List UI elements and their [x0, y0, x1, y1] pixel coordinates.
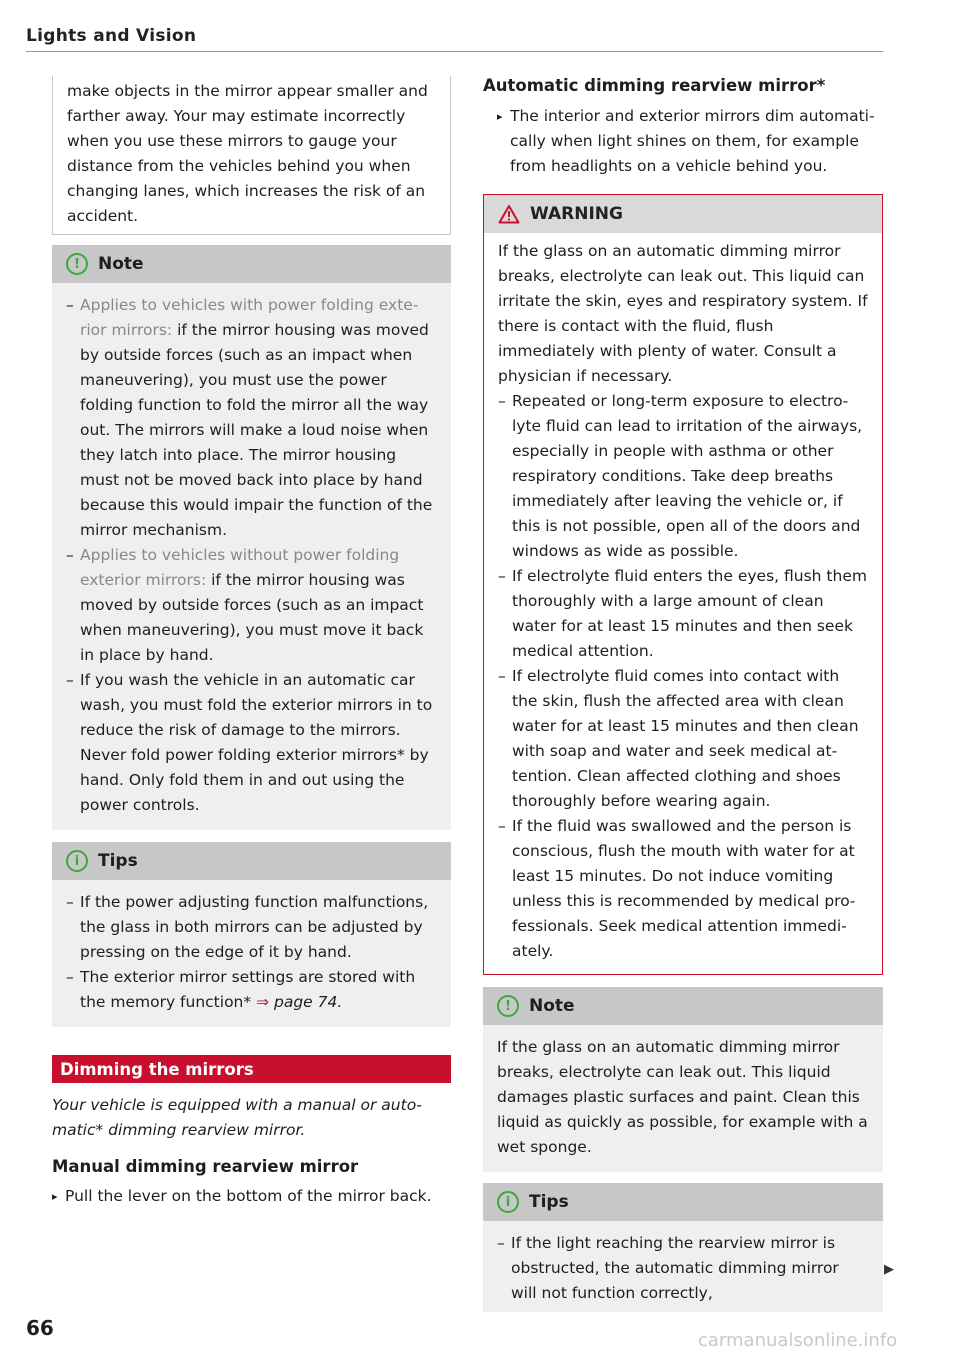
note-box: [52, 245, 451, 830]
note-item: [66, 293, 437, 543]
section-intro: Your vehicle is equipped with a manual or automatic* dimming rearview mirror.: [52, 1096, 422, 1139]
warning-triangle-icon: [498, 204, 520, 224]
note-header: [52, 245, 451, 283]
warning-item-text: If the fluid was swallowed and the person is conscious, flush the mouth with water for at least 15 minutes. Do not induce vomiting unless this is recommended by medical professionals. Seek medical attention immediately.: [512, 817, 856, 960]
warning-continuation-text: make objects in the mirror appear smaller and farther away. Your may estimate incorrectly when you use these mirrors to gauge your distance from the vehicles behind you when changing lanes, which increases the risk of an accident.: [67, 82, 428, 225]
section-title-bar: [52, 1055, 451, 1083]
dash-bullet: –: [66, 546, 74, 564]
note-item-qualifier: Applies to vehicles without power folding exterior mirrors:: [80, 546, 400, 589]
note-title: Note: [98, 254, 144, 274]
header-rule: [26, 51, 883, 52]
manual-step-text: Pull the lever on the bottom of the mirror back.: [65, 1187, 432, 1205]
note-icon: !: [497, 995, 519, 1017]
tips-item-text: The exterior mirror settings are stored with the memory function*: [80, 968, 416, 1011]
bullet-arrow-icon: ▸: [497, 110, 503, 123]
tips-item: [497, 1231, 869, 1306]
note-item-text: if the mirror housing was moved by outside forces (such as an impact when maneuvering), you must move it back in place by hand.: [80, 571, 424, 664]
bullet-arrow-icon: ▸: [52, 1190, 58, 1203]
warning-item: [498, 814, 868, 964]
note-header-right: [483, 987, 883, 1025]
tips-title: Tips: [98, 851, 138, 871]
note-text-right: If the glass on an automatic dimming mirror breaks, electrolyte can leak out. This liquid damages plastic surfaces and paint. Clean this liquid as quickly as possible, for example with a wet sponge.: [497, 1038, 868, 1156]
warning-item-text: Repeated or long-term exposure to electrolyte fluid can lead to irritation of the airways, especially in people with asthma or other respiratory conditions. Take deep breaths immediately after leaving the vehicle or, if this is not possible, open all of the doors and windows as wide as possible.: [512, 392, 863, 560]
watermark: carmanualsonline.info: [698, 1330, 898, 1351]
manual-step: [52, 1184, 451, 1209]
note-item-text: If you wash the vehicle in an automatic car wash, you must fold the exterior mirrors in to reduce the risk of damage to the mirrors. Never fold power folding exterior mirrors* by hand. Only fold them in and out using the power controls.: [80, 671, 433, 814]
section-title: Dimming the mirrors: [60, 1059, 254, 1079]
note-body: [52, 283, 451, 830]
dash-bullet: –: [498, 392, 506, 410]
dash-bullet: –: [498, 567, 506, 585]
warning-header: [484, 195, 882, 233]
warning-continuation: [52, 76, 451, 235]
tips-item-text: If the power adjusting function malfunctions, the glass in both mirrors can be adjusted by pressing on the edge of it by hand.: [80, 893, 429, 961]
tips-box: [52, 842, 451, 1027]
note-item-text: if the mirror housing was moved by outside forces (such as an impact when maneuvering), you must use the power folding function to fold the mirror all the way out. The mirrors will make a loud noise when they latch into place. The mirror housing must not be moved back into place by hand because this would impair the function of the mirror mechanism.: [80, 321, 433, 539]
tips-item: [66, 890, 437, 965]
page-header-title: Lights and Vision: [26, 26, 197, 46]
note-icon: !: [66, 253, 88, 275]
dash-bullet: –: [498, 667, 506, 685]
auto-step: [483, 104, 883, 179]
tips-item: [66, 965, 437, 1015]
warning-item-text: If electrolyte fluid enters the eyes, flush them thoroughly with a large amount of clean water for at least 15 minutes and then seek medical attention.: [512, 567, 867, 660]
left-column: [52, 76, 451, 1209]
warning-title: WARNING: [530, 204, 623, 224]
note-box-right: [483, 987, 883, 1172]
tips-header-right: [483, 1183, 883, 1221]
continue-arrow-icon: ▶: [884, 1262, 894, 1277]
note-title-right: Note: [529, 996, 575, 1016]
dash-bullet: –: [66, 671, 74, 689]
tips-body-right: [483, 1221, 883, 1312]
warning-item: [498, 389, 868, 564]
dash-bullet: –: [66, 893, 74, 911]
warning-item: [498, 564, 868, 664]
note-item-qualifier: Applies to vehicles with power folding exterior mirrors:: [80, 296, 419, 339]
dash-bullet: –: [66, 296, 74, 314]
manual-dimming-heading: Manual dimming rearview mirror: [52, 1157, 359, 1176]
tips-box-right: [483, 1183, 883, 1312]
tips-item-text: If the light reaching the rearview mirror is obstructed, the automatic dimming mirror will not function correctly,: [511, 1234, 839, 1302]
tips-body: [52, 880, 451, 1027]
warning-box: [483, 194, 883, 975]
note-body-right: [483, 1025, 883, 1172]
auto-step-text: The interior and exterior mirrors dim automatically when light shines on them, for example from headlights on a vehicle behind you.: [510, 107, 875, 175]
tips-header: [52, 842, 451, 880]
dash-bullet: –: [66, 968, 74, 986]
right-column: [483, 76, 883, 1312]
warning-body: [484, 233, 882, 974]
warning-item: [498, 664, 868, 814]
page-number: 66: [26, 1316, 54, 1340]
page-reference-link[interactable]: page 74.: [274, 993, 343, 1011]
info-icon: i: [66, 850, 88, 872]
tips-title-right: Tips: [529, 1192, 569, 1212]
page-ref-arrow-icon: ⇒: [256, 993, 270, 1011]
dash-bullet: –: [497, 1234, 505, 1252]
warning-intro: If the glass on an automatic dimming mirror breaks, electrolyte can leak out. This liquid can irritate the skin, eyes and respiratory system. If there is contact with the fluid, flush immediately with plenty of water. Consult a physician if necessary.: [498, 242, 868, 385]
note-item: [66, 668, 437, 818]
warning-item-text: If electrolyte fluid comes into contact with the skin, flush the affected area with clean water for at least 15 minutes and then clean with soap and water and seek medical attention. Clean affected clothing and shoes thoroughly before wearing again.: [512, 667, 859, 810]
note-item: [66, 543, 437, 668]
info-icon: i: [497, 1191, 519, 1213]
dash-bullet: –: [498, 817, 506, 835]
automatic-dimming-heading: Automatic dimming rearview mirror*: [483, 76, 826, 95]
